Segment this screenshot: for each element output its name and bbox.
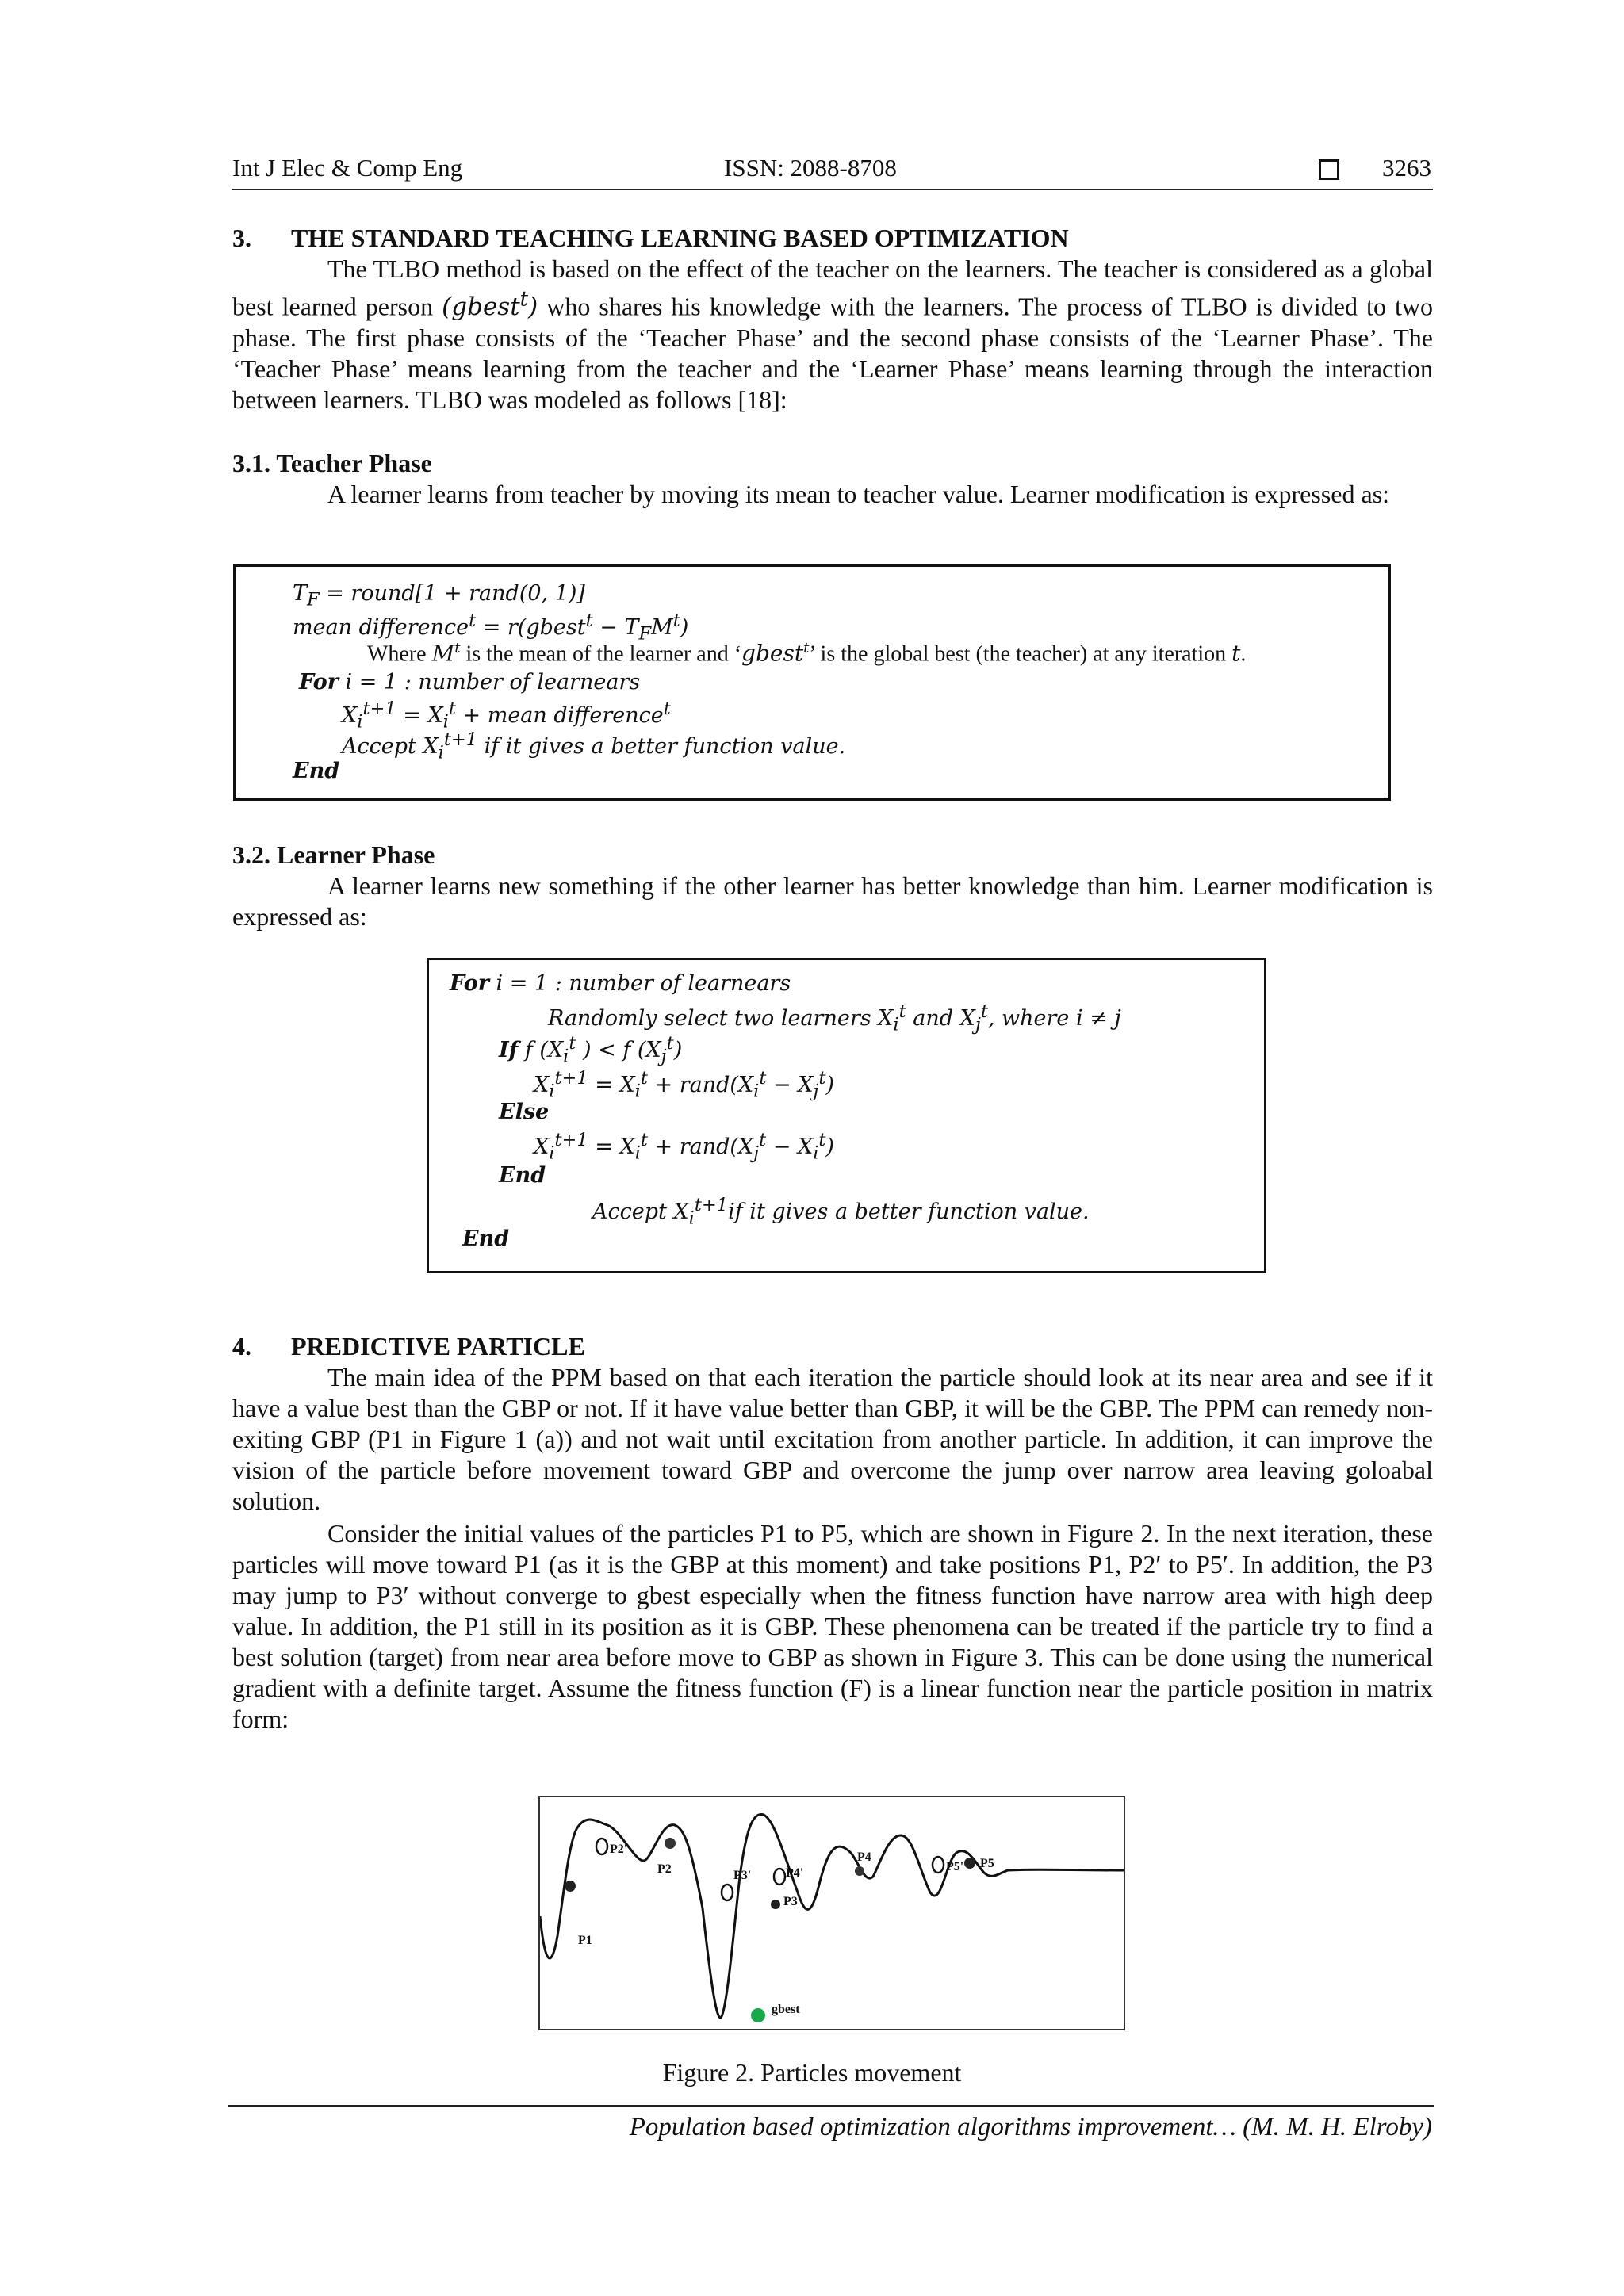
particle-p2 <box>665 1838 676 1849</box>
algo-line: End <box>462 1226 510 1251</box>
algo-line: End <box>499 1163 546 1188</box>
algo-line: For i = 1 : number of learnears <box>450 971 791 996</box>
issn: ISSN: 2088-8708 <box>724 154 897 182</box>
algo-line: If f ($X_i^t$ ) < f $(X_j^t)$ <box>499 1033 683 1067</box>
figure-2 <box>538 1796 1125 2030</box>
particle-p5 <box>964 1858 975 1869</box>
figure-caption: Figure 2. Particles movement <box>662 2058 962 2087</box>
particle-p5-prime <box>933 1857 944 1873</box>
algo-line: Else <box>499 1100 550 1124</box>
label-p2-prime: P2' <box>610 1843 628 1856</box>
page-number: 3263 <box>1382 154 1431 182</box>
section-number: 4. <box>232 1332 251 1360</box>
section-4-paragraph-1: The main idea of the PPM based on that each iteration the particle should look at its near area and see if it have a value best than the GBP or not. If it have value better than GBP, it will be the GBP. The PPM can remedy non-exiting GBP (P1 in Figure 1 (a)) and not wait until excitation from another particle. In addition, it can improve the vision of the particle before movement toward GBP and overcome the jump over narrow area leaving goloabal solution. <box>232 1363 1433 1515</box>
section-number: 3. <box>232 224 251 252</box>
algo-line: Accept $X_i^{t+1}if$ it gives a better function value. <box>592 1195 1090 1229</box>
particle-p3 <box>771 1900 780 1909</box>
label-p5-prime: P5' <box>946 1860 964 1873</box>
section-3-heading <box>232 224 1069 253</box>
algo-line: $T_F$ = round[1 + rand(0, 1)] <box>293 581 585 610</box>
algo-line: $X_i^{t+1} = X_i^t$ + $rand(X_i^t - X_j^t)$ <box>534 1068 834 1102</box>
teacher-phase-algorithm-box <box>233 564 1391 801</box>
label-p5: P5 <box>980 1857 994 1870</box>
teacher-phase-heading: 3.1. Teacher Phase <box>232 449 432 477</box>
algo-line: $X_i^{t+1} = X_i^t$ + mean difference$^t$ <box>342 698 671 733</box>
section-title: PREDICTIVE PARTICLE <box>291 1332 585 1360</box>
algo-line: Randomly select two learners $X_i^t$ and $X_j^t$, where i ≠ j <box>548 1001 1121 1035</box>
section-4-heading <box>232 1332 585 1361</box>
algo-line: For i = 1 : number of learnears <box>299 670 641 695</box>
label-p4: P4 <box>857 1850 871 1864</box>
label-p4-prime: P4' <box>786 1866 804 1880</box>
label-p2: P2 <box>657 1862 672 1876</box>
running-footer <box>228 2105 1434 2141</box>
gbest-point <box>751 2008 765 2022</box>
particle-p4 <box>855 1866 864 1876</box>
learner-phase-algorithm-box <box>427 958 1266 1273</box>
fitness-curve <box>540 1815 1124 2019</box>
learner-phase-paragraph: A learner learns new something if the other learner has better knowledge than him. Learner modification is expressed as: <box>232 871 1433 931</box>
particle-p4-prime <box>774 1869 785 1885</box>
journal-name: Int J Elec & Comp Eng <box>232 154 463 182</box>
algo-line: mean difference$^t$ = r(gbest$^t$ − $T_FM^t$) <box>293 610 689 645</box>
algo-line: End <box>293 759 340 783</box>
label-p3: P3 <box>783 1895 798 1908</box>
particle-p3-prime <box>722 1885 733 1900</box>
learner-phase-heading: 3.2. Learner Phase <box>232 840 435 869</box>
label-p3-prime: P3' <box>733 1869 752 1882</box>
footer-text: Population based optimization algorithms improvement… (M. M. H. Elroby) <box>629 2113 1432 2141</box>
algo-line: Accept $X_i^{t+1}$ if it gives a better function value. <box>342 729 846 763</box>
label-p1: P1 <box>578 1934 592 1947</box>
section-3-paragraph: The TLBO method is based on the effect of the teacher on the learners. The teacher is considered as a global best learned person (gbest$^t$) who shares his knowledge with the learners. The process of TLBO is divided to two phase. The first phase consists of the ‘Teacher Phase’ and the second phase consists of the ‘Learner Phase’. The ‘Teacher Phase’ means learning from the teacher and the ‘Learner Phase’ means learning through the interaction between learners. TLBO was modeled as follows [18]: <box>232 254 1434 415</box>
square-icon <box>1319 159 1339 180</box>
algo-note: Where $M^t$ is the mean of the learner and ‘gbest$^t$’ is the global best (the teacher) at any iteration t. <box>367 640 1247 667</box>
teacher-phase-paragraph: A learner learns from teacher by moving its mean to teacher value. Learner modification is expressed as: <box>327 480 1390 508</box>
algo-line: $X_i^{t+1} = X_i^t$ + $rand(X_j^t - X_i^t)$ <box>534 1130 834 1164</box>
particle-p2-prime <box>596 1839 607 1854</box>
label-gbest: gbest <box>772 2003 800 2016</box>
running-header <box>232 154 1433 190</box>
section-4-paragraph-2: Consider the initial values of the particles P1 to P5, which are shown in Figure 2. In the next iteration, these particles will move toward P1 (as it is the GBP at this moment) and take positions P1, P2′ to P5′. In addition, the P3 may jump to P3′ without converge to gbest especially when the fitness function have narrow area with high deep value. In addition, the P1 still in its position as it is GBP. These phenomena can be treated if the particle try to find a best solution (target) from near area before move to GBP as shown in Figure 3. This can be done using the numerical gradient with a definite target. Assume the fitness function (F) is a linear function near the particle position in matrix form: <box>232 1519 1433 1733</box>
section-title: THE STANDARD TEACHING LEARNING BASED OPTIMIZATION <box>291 224 1069 252</box>
particle-p1 <box>565 1881 576 1892</box>
particles-movement-diagram <box>540 1797 1124 2029</box>
